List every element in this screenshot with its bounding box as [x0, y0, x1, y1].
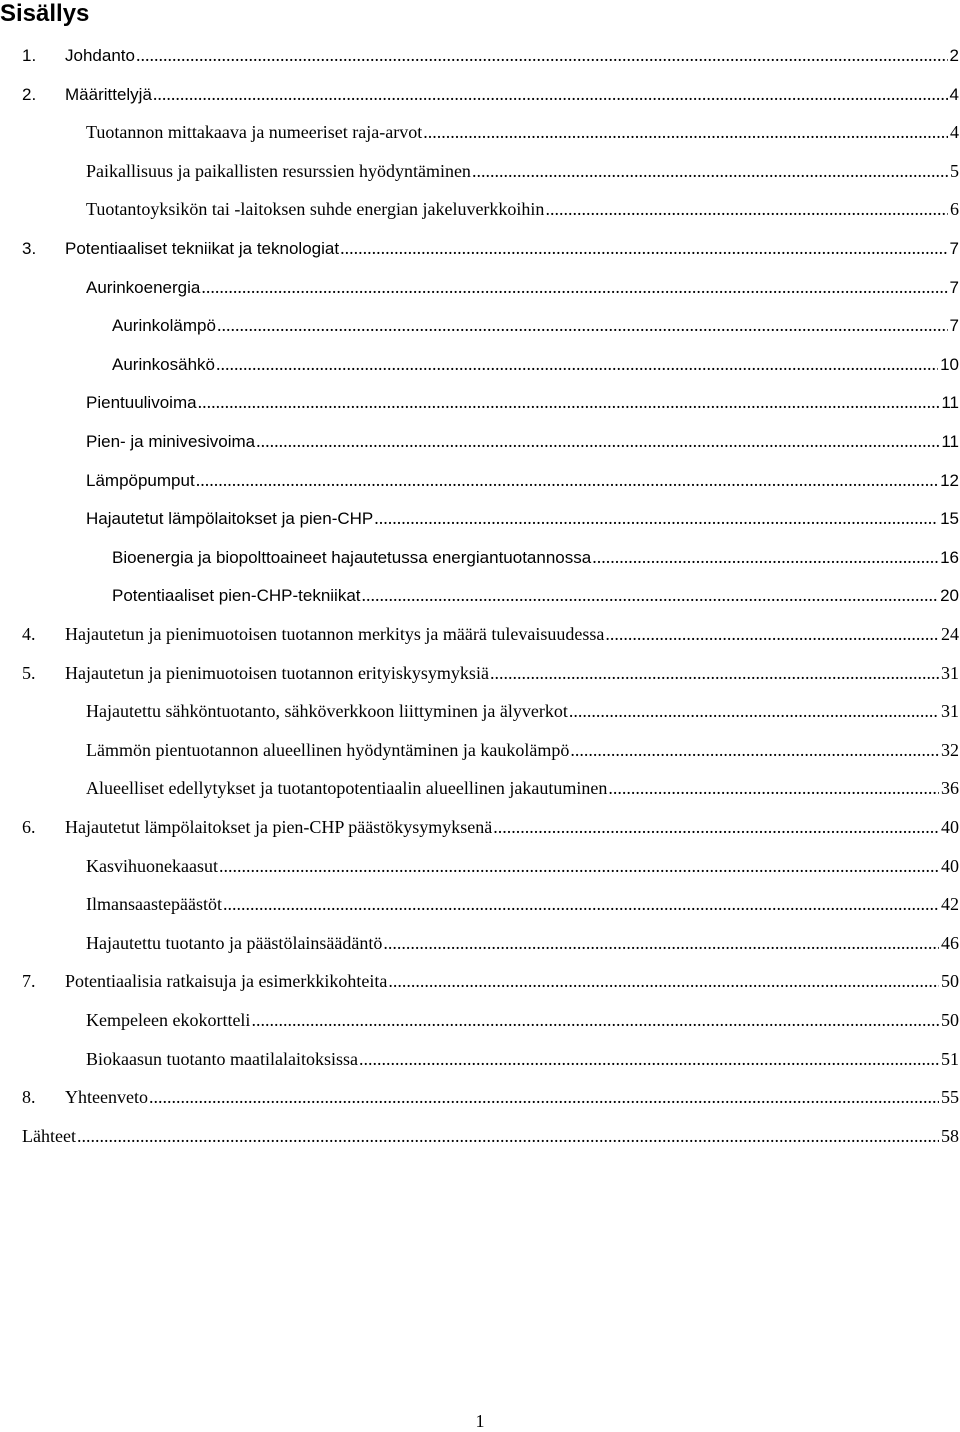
toc-entry-title: Aurinkolämpö	[112, 316, 216, 336]
toc-entry-title: Yhteenveto	[65, 1087, 148, 1108]
toc-entry-title: Potentiaalisia ratkaisuja ja esimerkkikohteita	[65, 971, 388, 992]
toc-entry-title: Hajautetun ja pienimuotoisen tuotannon merkitys ja määrä tulevaisuudessa	[65, 624, 605, 644]
toc-entry[interactable]	[22, 1124, 959, 1148]
toc-entry-page: 40	[941, 855, 959, 876]
toc-entry[interactable]	[86, 429, 959, 453]
page-number: 1	[475, 1411, 485, 1431]
toc-entry-title: Aurinkosähkö	[112, 354, 216, 374]
toc-entry-title: Potentiaaliset pien-CHP-tekniikat	[112, 586, 361, 606]
toc-entry-page: 42	[941, 894, 959, 915]
toc-dot-leader	[570, 738, 939, 762]
toc-entry[interactable]	[22, 43, 959, 67]
toc-dot-leader	[219, 854, 939, 878]
toc-entry-title: Tuotantoyksikön tai -laitoksen suhde energian jakeluverkkoihin	[86, 199, 545, 220]
toc-entry[interactable]	[22, 1085, 959, 1109]
toc-heading: Sisällys	[0, 0, 90, 27]
toc-dot-leader	[472, 159, 948, 183]
toc-entry-title: Johdanto	[65, 46, 135, 65]
toc-entry[interactable]	[86, 390, 959, 414]
toc-entry-title: Hajautetut lämpölaitokset ja pien-CHP päästökysymyksenä	[65, 817, 493, 837]
toc-entry[interactable]	[112, 545, 959, 569]
toc-entry-page: 10	[940, 354, 959, 374]
toc-entry-title: Lämmön pientuotannon alueellinen hyödyntäminen ja kaukolämpö	[86, 739, 570, 760]
toc-entry-title: Potentiaaliset tekniikat ja teknologiat	[65, 239, 340, 258]
toc-entry[interactable]	[112, 583, 959, 607]
toc-entry-page: 16	[940, 547, 959, 567]
toc-entry[interactable]	[86, 776, 959, 800]
toc-dot-leader	[383, 931, 939, 955]
toc-entry[interactable]	[22, 969, 959, 993]
toc-entry-title: Lähteet	[22, 1125, 76, 1146]
toc-entry-page: 58	[941, 1125, 959, 1146]
toc-entry-page: 32	[941, 739, 959, 760]
toc-dot-leader	[223, 892, 939, 916]
toc-entry-page: 6	[950, 199, 959, 220]
toc-dot-leader	[77, 1124, 939, 1148]
toc-dot-leader	[374, 506, 938, 530]
toc-entry-page: 4	[949, 84, 959, 104]
toc-dot-leader	[340, 236, 947, 260]
toc-dot-leader	[569, 699, 939, 723]
toc-entry[interactable]	[86, 1008, 959, 1032]
toc-entry-number: 5.	[22, 662, 36, 683]
toc-entry-title: Paikallisuus ja paikallisten resurssien hyödyntäminen	[86, 160, 471, 181]
toc-entry-title: Hajautettu sähköntuotanto, sähköverkkoon liittyminen ja älyverkot	[86, 701, 568, 722]
toc-entry-title: Pien- ja minivesivoima	[86, 432, 256, 451]
toc-entry[interactable]	[86, 120, 959, 144]
toc-entry-page: 31	[941, 662, 959, 683]
toc-entry-page: 55	[941, 1087, 959, 1108]
toc-dot-leader	[201, 275, 947, 299]
toc-dot-leader	[359, 1047, 939, 1071]
toc-entry-page: 7	[949, 239, 959, 258]
toc-entry-title: Aurinkoenergia	[86, 277, 201, 297]
toc-entry[interactable]	[112, 313, 959, 337]
toc-entry[interactable]	[86, 931, 959, 955]
toc-dot-leader	[251, 1008, 939, 1032]
toc-entry[interactable]	[86, 197, 959, 221]
toc-entry-page: 11	[941, 393, 959, 413]
toc-entry[interactable]	[22, 661, 959, 685]
toc-entry[interactable]	[22, 236, 959, 260]
toc-entry-page: 51	[941, 1048, 959, 1069]
toc-entry-title: Ilmansaastepäästöt	[86, 894, 222, 915]
toc-entry-page: 46	[941, 932, 959, 953]
toc-entry[interactable]	[86, 468, 959, 492]
toc-entry[interactable]	[86, 159, 959, 183]
toc-entry-page: 50	[941, 1010, 959, 1030]
toc-dot-leader	[216, 352, 938, 376]
toc-entry-page: 5	[950, 160, 959, 181]
toc-entry[interactable]	[86, 892, 959, 916]
toc-dot-leader	[605, 622, 939, 646]
toc-entry-number: 1.	[22, 46, 37, 65]
toc-entry-title: Tuotannon mittakaava ja numeeriset raja-arvot	[86, 122, 423, 143]
toc-dot-leader	[493, 815, 939, 839]
toc-entry-title: Hajautetut lämpölaitokset ja pien-CHP	[86, 509, 374, 529]
toc-entry[interactable]	[86, 1047, 959, 1071]
toc-entry-page: 11	[941, 432, 959, 451]
toc-dot-leader	[362, 583, 939, 607]
toc-dot-leader	[592, 545, 938, 569]
toc-entry-page: 4	[950, 122, 959, 143]
toc-entry[interactable]	[86, 275, 959, 299]
toc-dot-leader	[256, 429, 939, 453]
toc-entry-title: Lämpöpumput	[86, 470, 195, 490]
toc-dot-leader	[608, 776, 939, 800]
toc-entry[interactable]	[22, 622, 959, 646]
toc-dot-leader	[423, 120, 948, 144]
toc-entry[interactable]	[22, 82, 959, 106]
toc-entry-page: 24	[941, 624, 959, 644]
toc-dot-leader	[153, 82, 948, 106]
toc-entry-number: 7.	[22, 971, 36, 992]
toc-entry-title: Kempeleen ekokortteli	[86, 1010, 251, 1030]
toc-entry[interactable]	[86, 738, 959, 762]
toc-entry-title: Kasvihuonekaasut	[86, 855, 218, 876]
toc-entry-page: 7	[949, 316, 959, 336]
toc-dot-leader	[388, 969, 939, 993]
toc-dot-leader	[545, 197, 948, 221]
toc-entry-page: 7	[949, 277, 959, 297]
toc-entry-page: 12	[940, 470, 959, 490]
toc-entry-title: Biokaasun tuotanto maatilalaitoksissa	[86, 1048, 358, 1069]
toc-entry-title: Hajautettu tuotanto ja päästölainsäädäntö	[86, 932, 383, 953]
toc-entry-page: 2	[949, 46, 959, 65]
toc-entry[interactable]	[86, 506, 959, 530]
toc-dot-leader	[217, 313, 948, 337]
toc-entry-number: 4.	[22, 624, 36, 644]
toc-entry-page: 15	[940, 509, 959, 529]
toc-entry[interactable]	[112, 352, 959, 376]
toc-entry-page: 20	[940, 586, 959, 606]
toc-dot-leader	[149, 1085, 939, 1109]
toc-dot-leader	[196, 468, 938, 492]
toc-entry-page: 31	[941, 701, 959, 722]
toc-entry[interactable]	[86, 854, 959, 878]
toc-entry[interactable]	[86, 699, 959, 723]
toc-dot-leader	[136, 43, 948, 67]
toc-dot-leader	[490, 661, 939, 685]
toc-entry-number: 3.	[22, 239, 37, 258]
toc-entry-title: Määrittelyjä	[65, 84, 152, 104]
toc-entry-title: Bioenergia ja biopolttoaineet hajautetussa energiantuotannossa	[112, 547, 592, 567]
toc-entry-title: Pientuulivoima	[86, 393, 197, 413]
toc-entry-number: 2.	[22, 84, 37, 104]
toc-entry-title: Alueelliset edellytykset ja tuotantopotentiaalin alueellinen jakautuminen	[86, 778, 608, 799]
toc-entry[interactable]	[22, 815, 959, 839]
toc-entry-page: 36	[941, 778, 959, 799]
toc-entry-number: 8.	[22, 1087, 36, 1108]
toc-entry-page: 50	[941, 971, 959, 992]
toc-entry-page: 40	[941, 817, 959, 837]
toc-entry-number: 6.	[22, 817, 36, 837]
toc-entry-title: Hajautetun ja pienimuotoisen tuotannon erityiskysymyksiä	[65, 662, 489, 683]
toc-dot-leader	[198, 390, 940, 414]
